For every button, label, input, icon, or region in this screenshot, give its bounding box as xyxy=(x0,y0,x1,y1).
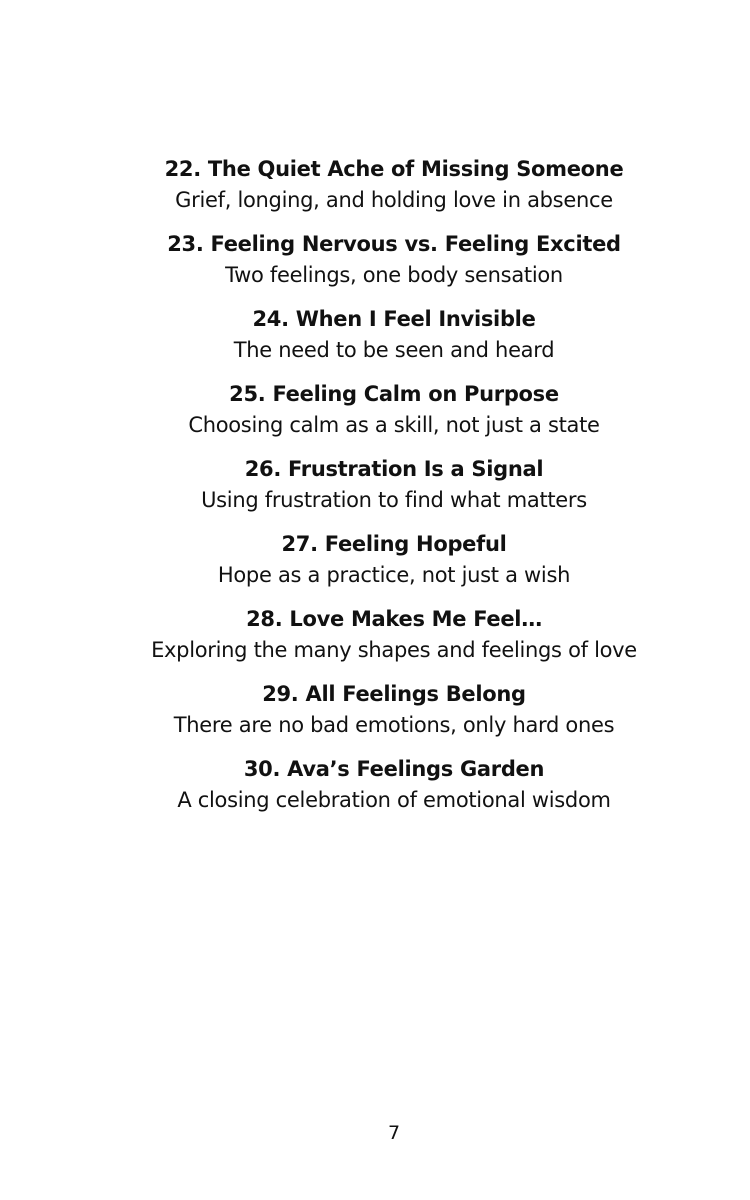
toc-entry xyxy=(0,454,750,516)
toc-entry xyxy=(0,379,750,441)
toc-entry-subtitle: Exploring the many shapes and feelings of love xyxy=(151,638,637,662)
toc-entry xyxy=(0,604,750,666)
toc-entry xyxy=(0,229,750,291)
toc-entry-subtitle: Hope as a practice, not just a wish xyxy=(217,563,571,587)
toc-entry-subtitle: Using frustration to find what matters xyxy=(201,488,587,512)
toc-entry-title: 27. Feeling Hopeful xyxy=(281,532,507,556)
toc-entry xyxy=(0,304,750,366)
toc-entry xyxy=(0,154,750,216)
toc-entry-subtitle: The need to be seen and heard xyxy=(233,338,555,362)
toc-entry-title: 24. When I Feel Invisible xyxy=(252,307,536,331)
toc-entry-title: 25. Feeling Calm on Purpose xyxy=(229,382,559,406)
toc-entry-subtitle: Choosing calm as a skill, not just a state xyxy=(188,413,600,437)
toc-entry-title: 28. Love Makes Me Feel… xyxy=(246,607,542,631)
toc-entry xyxy=(0,754,750,816)
toc-entry-subtitle: Two feelings, one body sensation xyxy=(225,263,563,287)
toc-entry-title: 30. Ava’s Feelings Garden xyxy=(243,757,545,781)
toc-entry-title: 23. Feeling Nervous vs. Feeling Excited xyxy=(167,232,621,256)
toc-entry xyxy=(0,529,750,591)
toc-entry-title: 22. The Quiet Ache of Missing Someone xyxy=(164,157,624,181)
toc-entry-subtitle: Grief, longing, and holding love in absence xyxy=(175,188,613,212)
toc-entry-title: 26. Frustration Is a Signal xyxy=(244,457,544,481)
page-number: 7 xyxy=(387,1122,401,1144)
toc-entry-subtitle: There are no bad emotions, only hard ones xyxy=(173,713,615,737)
toc-entry-subtitle: A closing celebration of emotional wisdom xyxy=(177,788,611,812)
toc-entry-title: 29. All Feelings Belong xyxy=(262,682,526,706)
table-of-contents xyxy=(0,154,750,829)
toc-entry xyxy=(0,679,750,741)
